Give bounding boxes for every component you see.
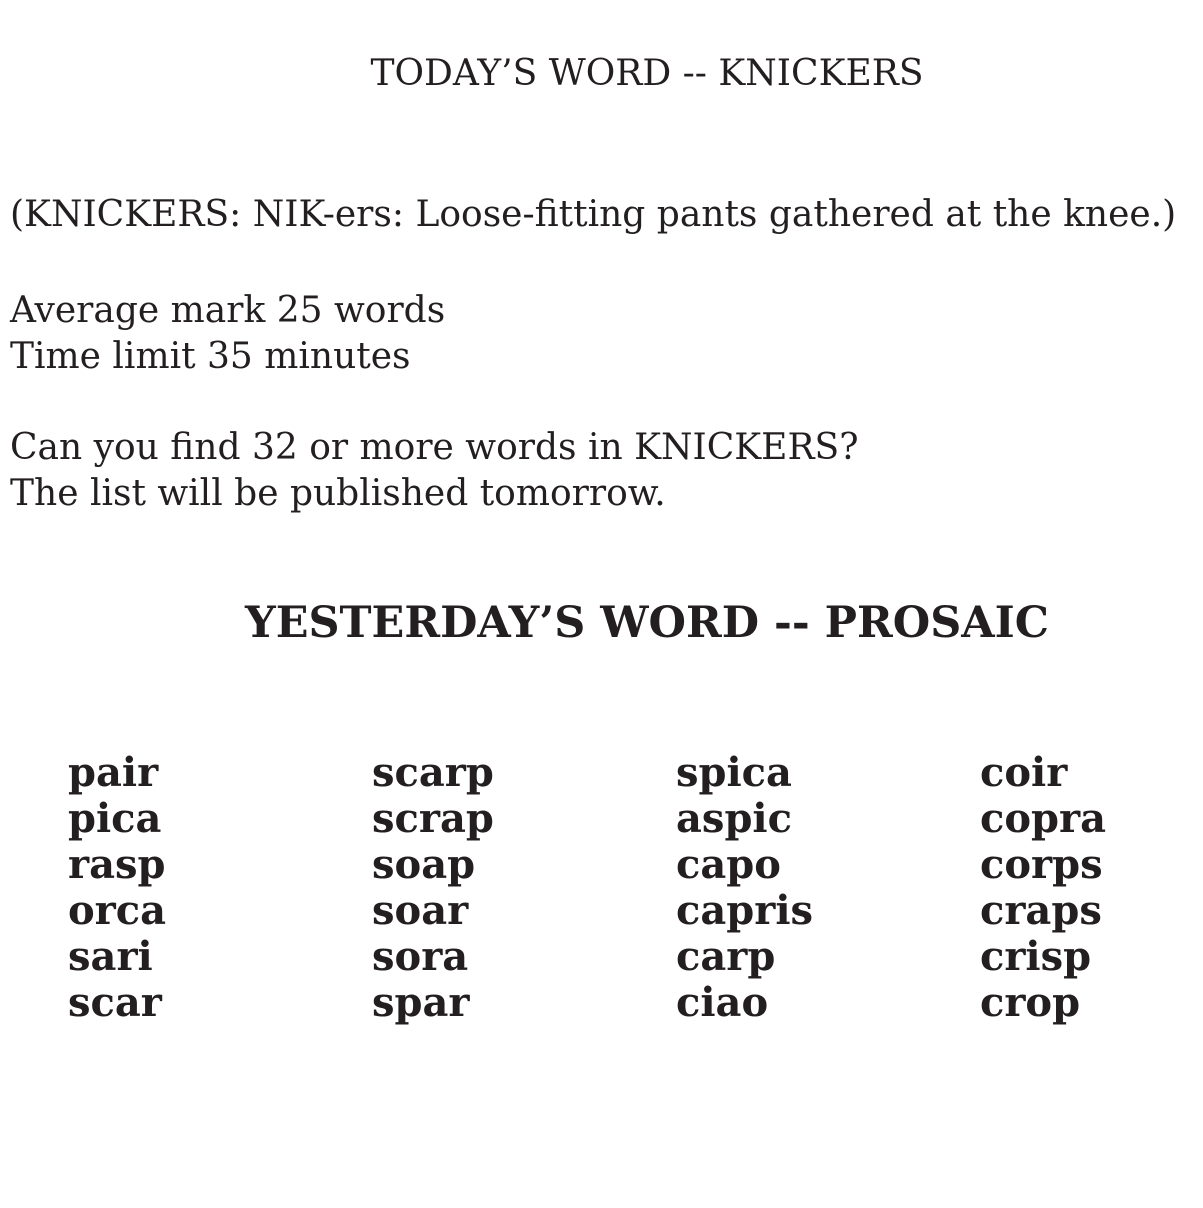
word-item: crisp [980,933,1092,980]
publish-note: The list will be published tomorrow. [10,473,666,514]
word-item: sora [372,933,469,980]
word-column-1 [68,750,166,1026]
time-limit: Time limit 35 minutes [10,336,411,377]
word-item: crop [980,979,1081,1026]
word-item: spica [676,749,792,796]
scoring-info [10,288,445,380]
average-mark: Average mark 25 words [10,290,446,331]
word-item: soap [372,841,476,888]
word-item: capo [676,841,781,888]
word-definition: (KNICKERS: NIK-ers: Loose-fitting pants gathered at the knee.) [10,194,1177,235]
word-item: aspic [676,795,792,842]
word-item: corps [980,841,1103,888]
challenge-text: Can you find 32 or more words in KNICKERS? [10,427,859,468]
word-item: pair [68,749,159,796]
word-item: rasp [68,841,166,888]
word-column-3 [676,750,813,1026]
word-item: orca [68,887,167,934]
challenge-info [10,425,859,517]
word-item: coir [980,749,1068,796]
word-item: copra [980,795,1106,842]
word-item: ciao [676,979,769,1026]
word-item: soar [372,887,469,934]
word-item: scrap [372,795,494,842]
word-item: sari [68,933,153,980]
word-item: craps [980,887,1102,934]
todays-word-title: TODAY’S WORD -- KNICKERS [370,53,924,94]
word-column-4 [980,750,1106,1026]
word-item: carp [676,933,776,980]
word-item: capris [676,887,814,934]
word-column-2 [372,750,494,1026]
yesterdays-word-title: YESTERDAY’S WORD -- PROSAIC [245,598,1049,648]
word-item: spar [372,979,470,1026]
word-item: scarp [372,749,494,796]
word-item: pica [68,795,162,842]
word-item: scar [68,979,162,1026]
